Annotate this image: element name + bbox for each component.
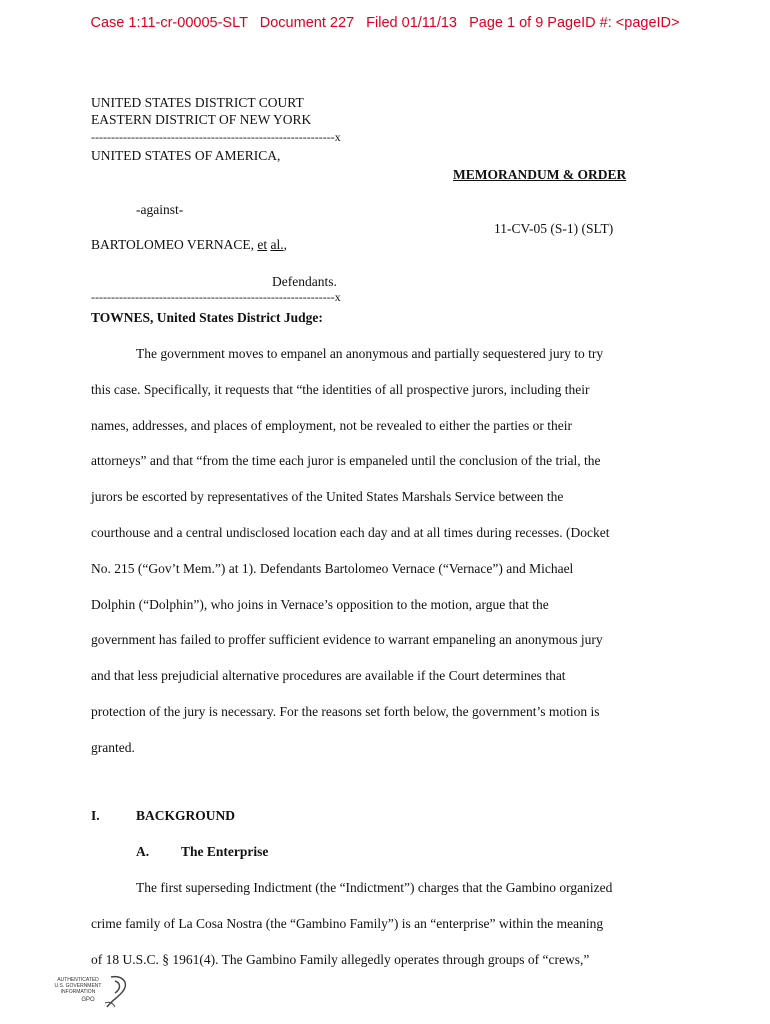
seal-mark: GPO: [81, 997, 95, 1003]
case-number: Case 1:11-cr-00005-SLT: [90, 15, 248, 31]
section-number: I.: [91, 808, 100, 823]
text-line: The government moves to empanel an anonymous and partially sequestered jury to try: [136, 346, 604, 361]
court-name-line1: UNITED STATES DISTRICT COURT: [91, 95, 304, 110]
text-line: this case. Specifically, it requests that “the identities of all prospective jurors, including their: [91, 381, 590, 397]
seal-line-2: U.S. GOVERNMENT: [54, 983, 102, 989]
plaintiff-name: UNITED STATES OF AMERICA,: [91, 148, 281, 163]
text-line: of 18 U.S.C. § 1961(4). The Gambino Family allegedly operates through groups of “crews,”: [91, 951, 590, 967]
subsection-letter: A.: [136, 844, 150, 859]
seal-line-1: AUTHENTICATED: [57, 977, 99, 983]
text-line: names, addresses, and places of employment, not be revealed to either the parties or their: [91, 417, 572, 433]
docket-number: 11-CV-05 (S-1) (SLT): [494, 221, 614, 236]
text-line: The first superseding Indictment (the “Indictment”) charges that the Gambino organized: [136, 880, 613, 895]
subsection-heading: The Enterprise: [181, 844, 269, 859]
section-heading: BACKGROUND: [136, 808, 236, 823]
defendant-name-text: BARTOLOMEO VERNACE,: [91, 237, 254, 252]
against-label: -against-: [136, 202, 184, 217]
filing-header: [0, 15, 770, 31]
text-line: crime family of La Cosa Nostra (the “Gambino Family”) is an “enterprise” within the meaning: [91, 915, 604, 931]
caption-rule-top: -------------------------------------------------------------x: [91, 130, 341, 144]
document-number: Document 227: [259, 15, 355, 31]
defendant-comma: ,: [283, 237, 287, 252]
text-line: and that less prejudicial alternative procedures are available if the Court determines that: [91, 668, 566, 684]
eagle-icon: [43, 973, 133, 1013]
text-line: jurors be escorted by representatives of the United States Marshals Service between the: [91, 489, 564, 505]
text-line: granted.: [91, 739, 135, 755]
paragraph-2: [91, 870, 671, 977]
filed-date: Filed 01/11/13: [366, 15, 457, 31]
text-line: attorneys” and that “from the time each juror is empaneled until the conclusion of the trial, the: [91, 453, 601, 469]
paragraph-1: [91, 336, 671, 766]
defendant-al: al.: [270, 237, 284, 252]
caption-rule-bottom: -------------------------------------------------------------x: [91, 290, 341, 304]
text-line: No. 215 (“Gov’t Mem.”) at 1). Defendants Bartolomeo Vernace (“Vernace”) and Michael: [91, 560, 574, 576]
text-line: government has failed to proffer sufficient evidence to warrant empaneling an anonymous jury: [91, 632, 603, 648]
judge-line: TOWNES, United States District Judge:: [91, 310, 323, 325]
text-line: courthouse and a central undisclosed location each day and at all times during recesses. (Docket: [91, 524, 610, 540]
seal-line-3: INFORMATION: [60, 989, 96, 995]
gpo-authentication-seal: [43, 973, 133, 1013]
page-info: Page 1 of 9 PageID #: <pageID>: [469, 15, 680, 31]
court-name-line2: EASTERN DISTRICT OF NEW YORK: [91, 112, 312, 127]
document-title: MEMORANDUM & ORDER: [453, 167, 627, 182]
defendant-et: et: [257, 237, 268, 252]
text-line: protection of the jury is necessary. For the reasons set forth below, the government’s motion is: [91, 703, 600, 719]
defendant-name: [91, 237, 287, 253]
defendants-label: Defendants.: [272, 274, 337, 289]
text-line: Dolphin (“Dolphin”), who joins in Vernace’s opposition to the motion, argue that the: [91, 596, 549, 612]
